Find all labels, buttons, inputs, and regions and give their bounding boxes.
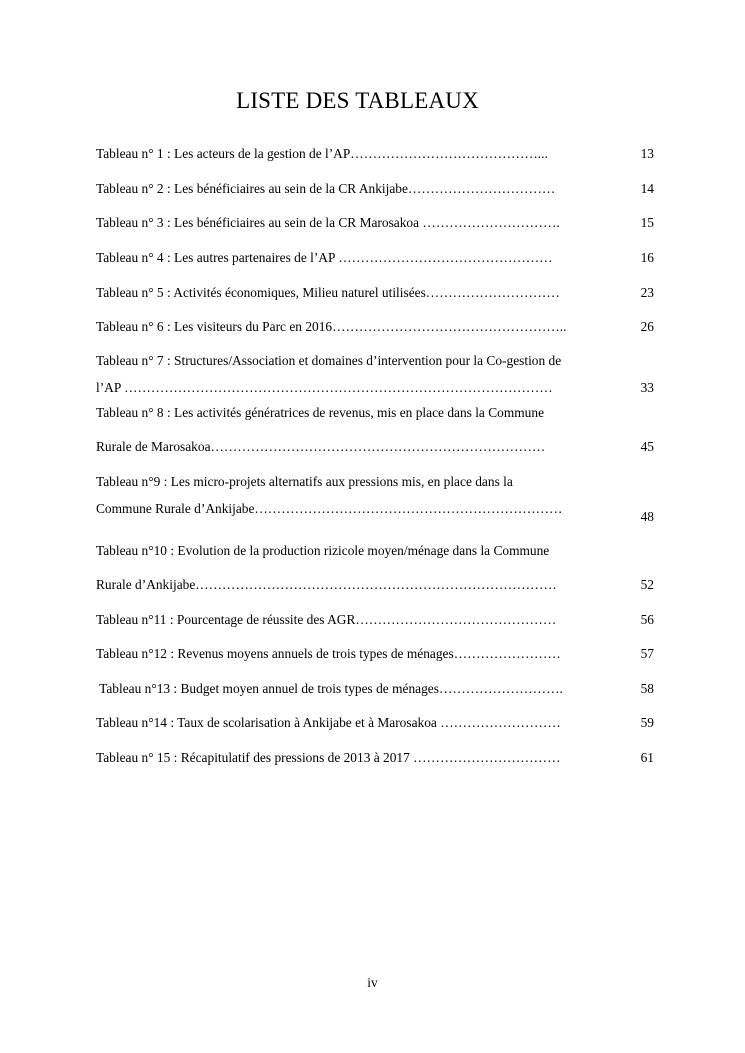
- toc-entry-5[interactable]: [96, 285, 656, 301]
- toc-entry-text-line-1: Tableau n°10 : Evolution de la production rizicole moyen/ménage dans la Commune: [96, 543, 550, 558]
- toc-entry-text: Tableau n°11 : Pourcentage de réussite des AGR………………………………………: [96, 612, 557, 627]
- toc-entry-4[interactable]: [96, 250, 656, 266]
- toc-entry-page: 58: [640, 681, 654, 696]
- toc-entry-text: Tableau n°12 : Revenus moyens annuels de trois types de ménages……………………: [96, 646, 561, 661]
- toc-entry-10[interactable]: [96, 543, 656, 593]
- toc-entry-page: 23: [640, 285, 654, 300]
- page-title: LISTE DES TABLEAUX: [236, 88, 479, 113]
- toc-entry-text-line-1: Tableau n° 7 : Structures/Association et domaines d’intervention pour la Co-gestion de: [96, 353, 562, 368]
- toc-entry-14[interactable]: [96, 715, 656, 731]
- toc-entry-page: 52: [640, 577, 654, 592]
- toc-entry-text-line-2: Rurale d’Ankijabe………………………………………………………………………: [96, 577, 557, 592]
- toc-entry-page: 33: [640, 380, 654, 395]
- toc-entry-page: 57: [640, 646, 654, 661]
- toc-entry-text: Tableau n° 4 : Les autres partenaires de l’AP …………………………………………: [96, 250, 553, 265]
- toc-entry-text: Tableau n° 6 : Les visiteurs du Parc en 2016……………………………………………..: [96, 319, 567, 334]
- toc-entry-page: 26: [640, 319, 654, 334]
- toc-entry-11[interactable]: [96, 612, 656, 628]
- toc-entry-page: 61: [640, 750, 654, 765]
- toc-entry-12[interactable]: [96, 646, 656, 662]
- toc-entry-page: 59: [640, 715, 654, 730]
- toc-entry-page: 14: [640, 181, 654, 196]
- toc-entry-7[interactable]: [96, 353, 656, 396]
- toc-entry-page: 15: [640, 215, 654, 230]
- toc-entry-text: Tableau n° 15 : Récapitulatif des pressions de 2013 à 2017 ……………………………: [96, 750, 561, 765]
- toc-entry-text: Tableau n° 1 : Les acteurs de la gestion de l’AP……………………………………...: [96, 146, 548, 161]
- toc-entry-text-line-2: l’AP ……………………………………………………………………………………: [96, 380, 553, 395]
- toc-entry-page: 48: [640, 509, 654, 524]
- toc-entry-13[interactable]: [96, 681, 656, 697]
- toc-entry-text: Tableau n°14 : Taux de scolarisation à Ankijabe et à Marosakoa ………………………: [96, 715, 561, 730]
- toc-entry-text-line-1: Tableau n° 8 : Les activités génératrices de revenus, mis en place dans la Commune: [96, 405, 545, 420]
- toc-entry-6[interactable]: [96, 319, 656, 335]
- toc-entry-text: Tableau n° 5 : Activités économiques, Milieu naturel utilisées…………………………: [96, 285, 560, 300]
- toc-entry-text-line-2: Rurale de Marosakoa…………………………………………………………………: [96, 439, 546, 454]
- toc-entry-1[interactable]: [96, 146, 656, 162]
- toc-entry-text: Tableau n°13 : Budget moyen annuel de trois types de ménages……………………….: [96, 681, 563, 696]
- toc-entry-2[interactable]: [96, 181, 656, 197]
- toc-entry-page: 56: [640, 612, 654, 627]
- toc-entry-text: Tableau n° 2 : Les bénéficiaires au sein de la CR Ankijabe……………………………: [96, 181, 556, 196]
- toc-entry-3[interactable]: [96, 215, 656, 231]
- page-number: iv: [367, 975, 378, 990]
- toc-entry-9[interactable]: [96, 474, 656, 524]
- toc-entry-text-line-1: Tableau n°9 : Les micro-projets alternatifs aux pressions mis, en place dans la: [96, 474, 513, 489]
- toc-entry-page: 45: [640, 439, 654, 454]
- toc-entry-page: 13: [640, 146, 654, 161]
- toc-entry-page: 16: [640, 250, 654, 265]
- toc-entry-text-line-2: Commune Rurale d’Ankijabe……………………………………………………………: [96, 501, 563, 516]
- toc-entry-8[interactable]: [96, 405, 656, 455]
- toc-entry-15[interactable]: [96, 750, 656, 766]
- toc-entry-text: Tableau n° 3 : Les bénéficiaires au sein de la CR Marosakoa ………………………….: [96, 215, 560, 230]
